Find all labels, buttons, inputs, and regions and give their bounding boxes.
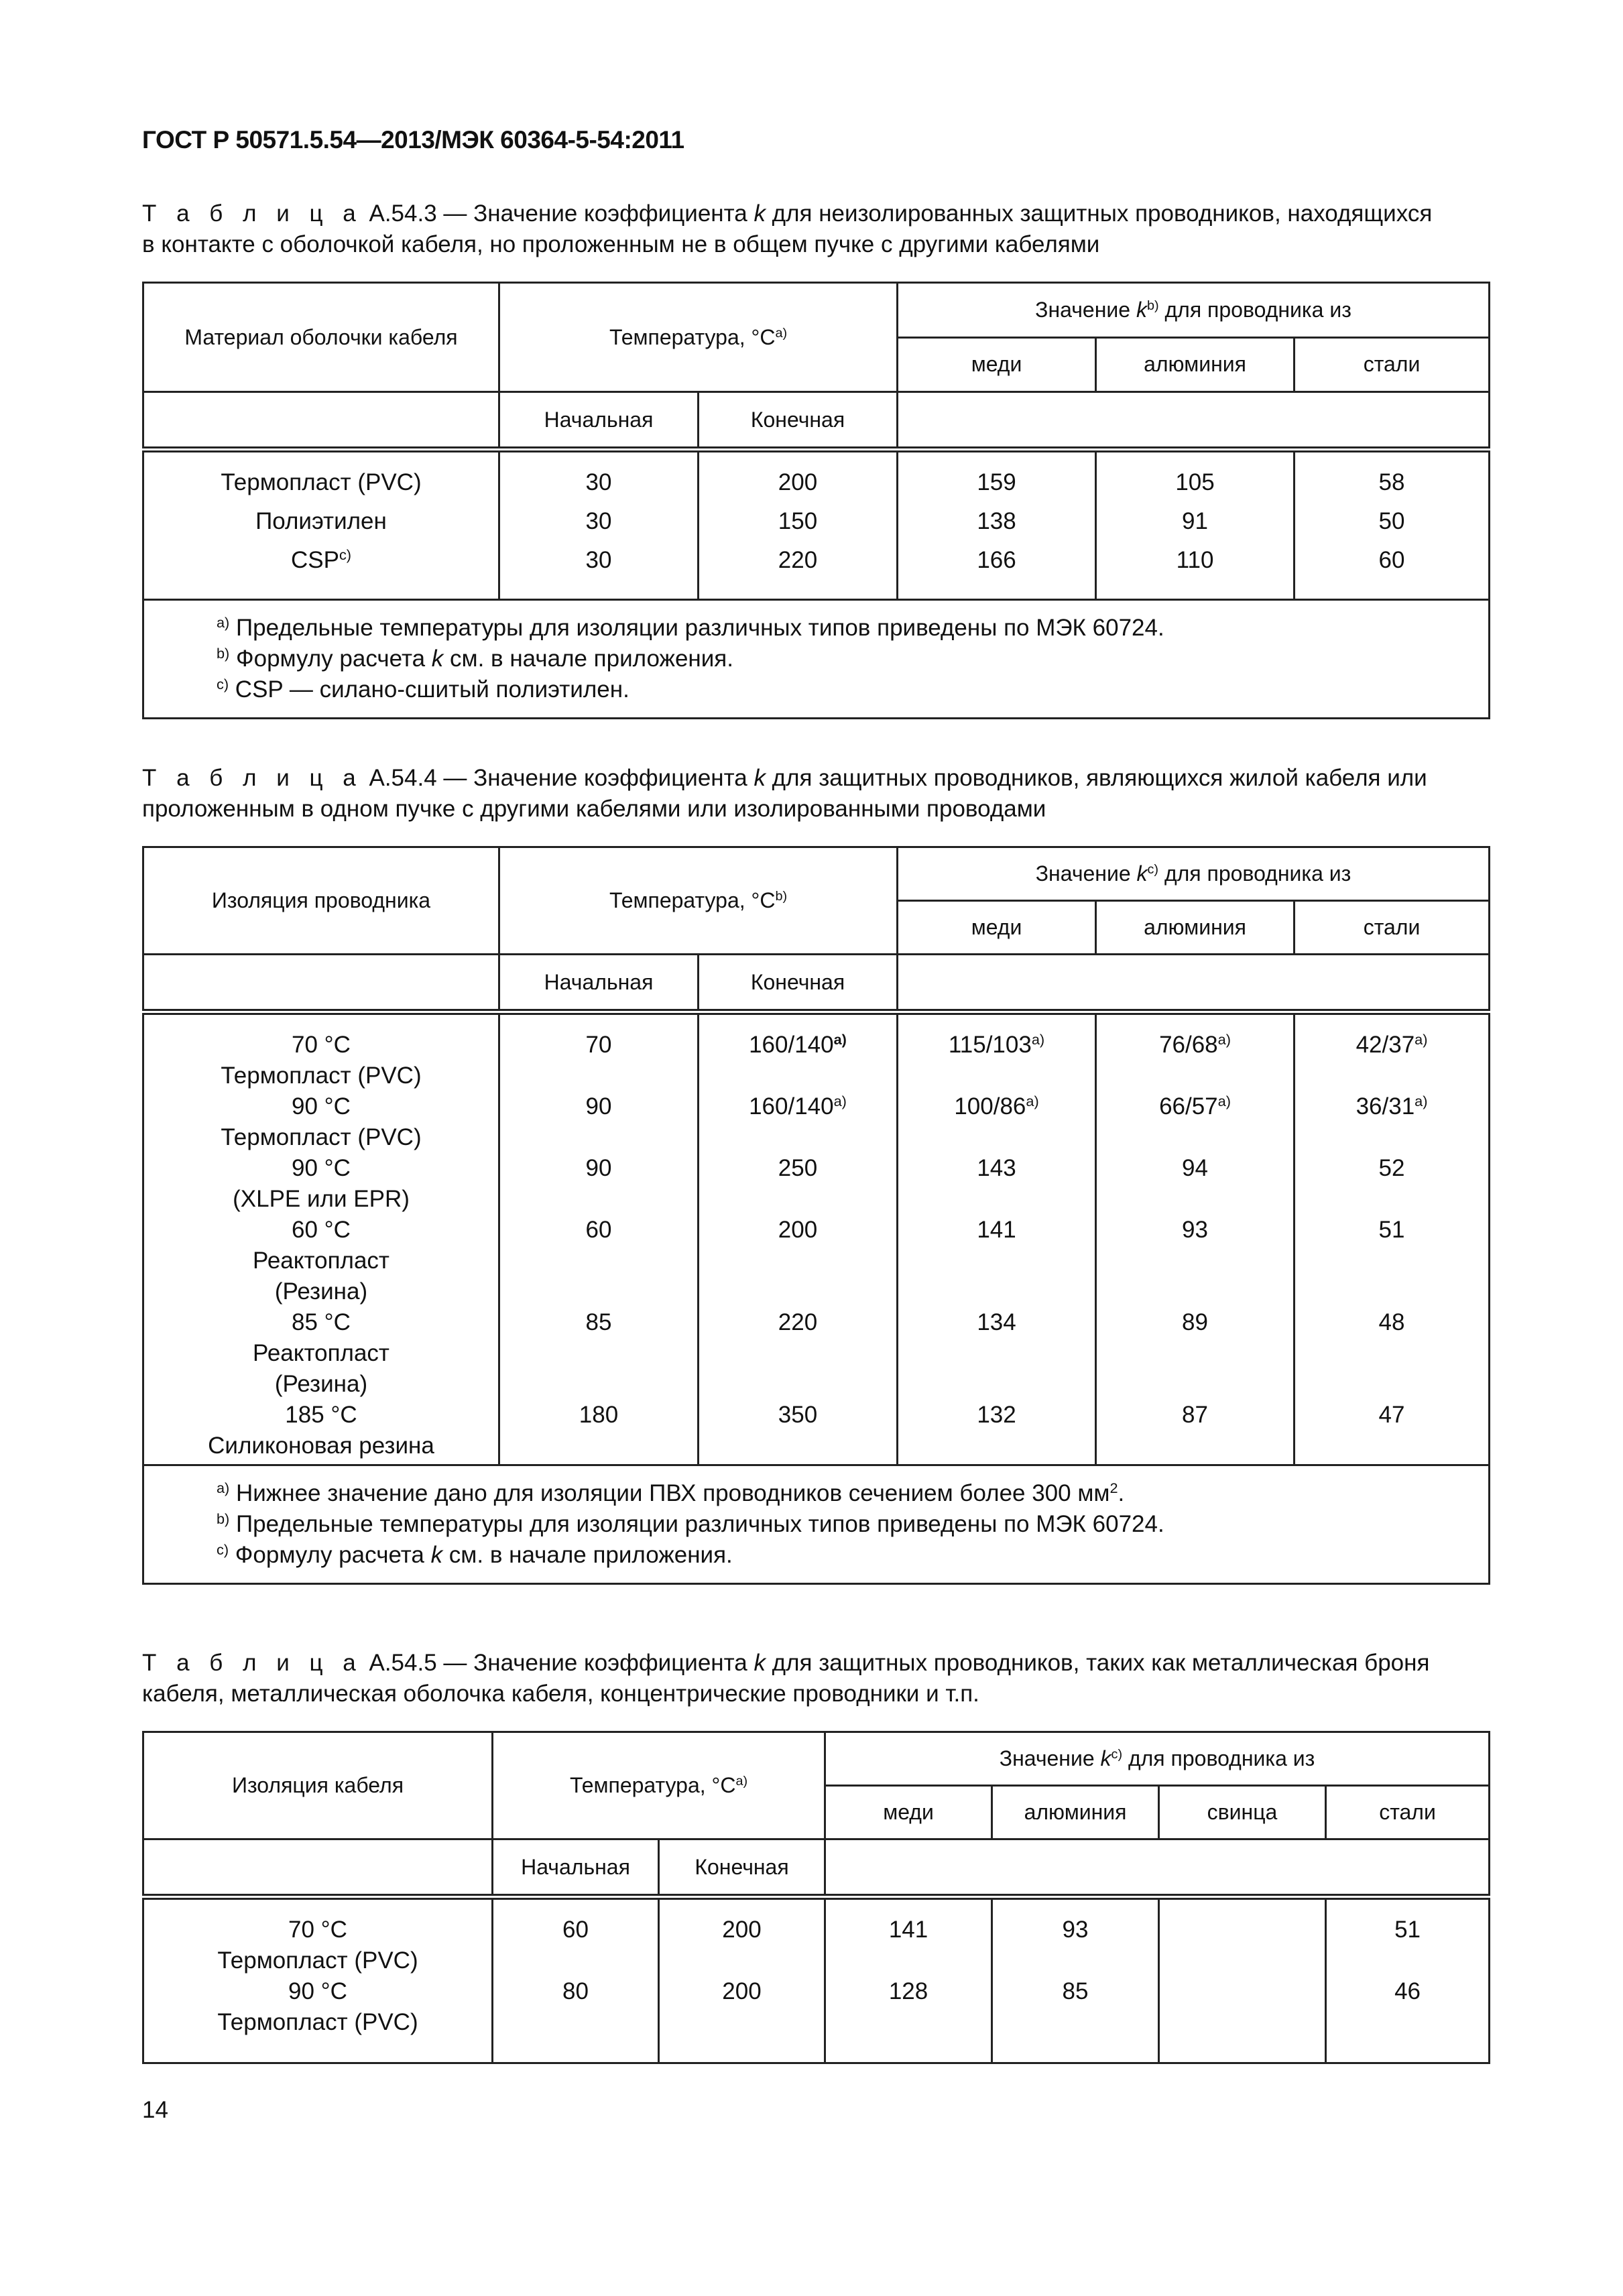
footnote: $^{b)}$ Формулу расчета k см. в начале приложения.: [217, 645, 733, 672]
page-number: 14: [142, 2097, 168, 2123]
header-insulation: Изоляция кабеля: [143, 1732, 493, 1839]
header-steel: стали: [1326, 1786, 1490, 1839]
header-steel: стали: [1295, 901, 1490, 955]
header-initial: Начальная: [499, 392, 699, 450]
header-insulation: Изоляция проводника: [143, 847, 499, 955]
footnote: $^{a)}$ Нижнее значение дано для изоляции ПВХ проводников сечением более 300 $мм^2$.: [217, 1479, 1125, 1506]
table-caption: Т а б л и ц а А.54.4 — Значение коэффициента k для защитных проводников, являющихся жилой кабеля или проложенным в одном пучке с другими кабелями или изолированными проводами: [142, 765, 1427, 822]
table-footnotes: [143, 600, 1490, 719]
header-lead: свинца: [1159, 1786, 1326, 1839]
header-aluminium: алюминия: [1096, 337, 1295, 392]
header-temperature: Температура, $^\circ C^{а)}$: [499, 283, 898, 392]
table-body: 70 °C Термопласт (PVC) 90 °C Термопласт (PVC) 90 °C (XLPE или EPR) 60 °C Реактопласт (Резина) 85 °C Реактопласт (Резина) 185 °C Силиконовая резина 70 90 90 60 85 180 160/140$^{a)}$ 160/140$^{a)}$ 250 200 220 350 115/103$^{a)}$ 100/86$^{a)}$ 143 141 134 132 76/68$^{a)}$ 66/57$^{a)}$ 94 93 89 87 42/37$^{a)}$ 36/31$^{a)}$ 52 51 48 47: [143, 1012, 1490, 1465]
header-final: Конечная: [699, 392, 898, 450]
footnote: $^{b)}$ Предельные температуры для изоляции различных типов приведены по МЭК 60724.: [217, 1510, 1164, 1537]
header-temperature: Температура, $^\circ C^{b)}$: [499, 847, 898, 955]
header-final: Конечная: [699, 955, 898, 1012]
table-label: Т а б л и ц а: [142, 1650, 363, 1676]
table-a54-5: [142, 1731, 1490, 2064]
table-label: Т а б л и ц а: [142, 200, 363, 227]
col-material: [143, 450, 499, 600]
header-copper: меди: [825, 1786, 992, 1839]
header-initial: Начальная: [499, 955, 699, 1012]
header-aluminium: алюминия: [992, 1786, 1159, 1839]
table-number: А.54.3: [369, 200, 437, 227]
table-number: А.54.4: [369, 765, 437, 791]
header-copper: меди: [898, 337, 1096, 392]
table-number: А.54.5: [369, 1650, 437, 1676]
table-row: CSP$^{c)}$: [290, 546, 352, 573]
header-temperature: Температура, $^\circ C^{а)}$: [493, 1732, 825, 1839]
table-row: Термопласт (PVC): [221, 469, 422, 495]
header-aluminium: алюминия: [1096, 901, 1295, 955]
header-material: Материал оболочки кабеля: [143, 283, 499, 392]
document-header: ГОСТ Р 50571.5.54—2013/МЭК 60364-5-54:2011: [142, 126, 684, 154]
table-row: Полиэтилен: [255, 508, 387, 534]
table-label: Т а б л и ц а: [142, 765, 363, 791]
table-caption: Т а б л и ц а А.54.3 — Значение коэффициента k для неизолированных защитных проводников, находящихся в контакте с оболочкой кабеля, но проложенным не в общем пучке с другими кабелями: [142, 200, 1433, 257]
table-a54-3: [142, 282, 1490, 719]
table-footnotes: [143, 1465, 1490, 1584]
header-copper: меди: [898, 901, 1096, 955]
footnote: $^{c)}$ CSP — силано-сшитый полиэтилен.: [217, 676, 629, 703]
footnote: $^{a)}$ Предельные температуры для изоляции различных типов приведены по МЭК 60724.: [217, 614, 1164, 641]
table-caption: Т а б л и ц а А.54.5 — Значение коэффициента k для защитных проводников, таких как металлическая броня кабеля, металлическая оболочка кабеля, концентрические проводники и т.п.: [142, 1650, 1430, 1707]
header-initial: Начальная: [493, 1839, 659, 1897]
table-body: Термопласт (PVC) Полиэтилен CSP$^{c)}$ 30 30 30 200 150 220 159 138 166 105 91 110 58 50 60: [143, 450, 1490, 600]
header-steel: стали: [1295, 337, 1490, 392]
header-k-value: Значение $k^{c)}$ для проводника из: [898, 847, 1490, 901]
header-final: Конечная: [659, 1839, 825, 1897]
col-insulation: 70 °C Термопласт (PVC) 90 °C Термопласт (PVC) 90 °C (XLPE или EPR) 60 °C Реактопласт (Резина) 85 °C Реактопласт (Резина) 185 °C Силиконовая резина: [143, 1012, 499, 1465]
table-body: 70 °C Термопласт (PVC) 90 °C Термопласт (PVC) 60 80 200 200 141 128 93 85 51 46: [143, 1897, 1490, 2063]
table-a54-4: [142, 846, 1490, 1585]
header-k-value: Значение $k^{c)}$ для проводника из: [825, 1732, 1490, 1786]
footnote: $^{c)}$ Формулу расчета k см. в начале приложения.: [217, 1541, 733, 1568]
header-k-value: Значение $k^{b)}$ для проводника из: [898, 283, 1490, 338]
col-insulation: 70 °C Термопласт (PVC) 90 °C Термопласт (PVC): [143, 1897, 493, 2063]
